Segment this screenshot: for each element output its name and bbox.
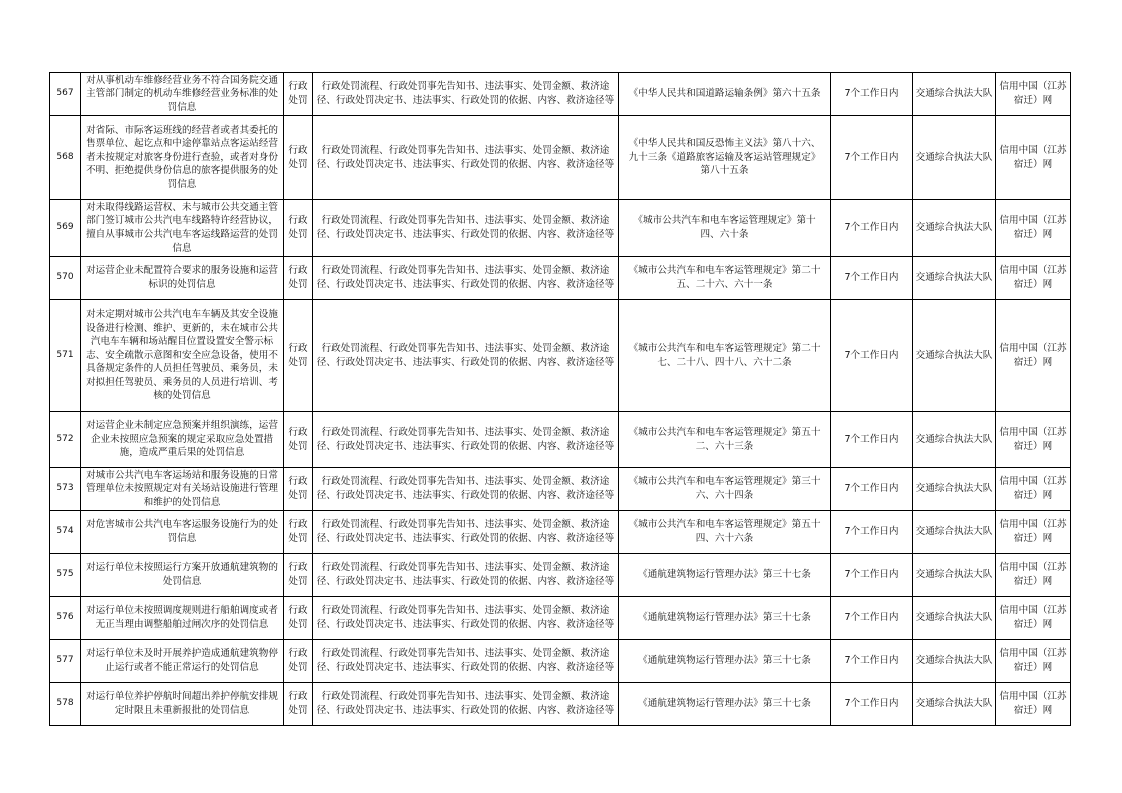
disclosure-item-cell: 对运行单位未按照运行方案开放通航建筑物的处罚信息 [81, 554, 284, 597]
item-type-cell: 行政处罚 [284, 73, 313, 116]
item-type-cell: 行政处罚 [284, 300, 313, 412]
disclosure-channel-cell: 信用中国（江苏宿迁）网 [996, 640, 1071, 683]
disclosure-deadline-cell: 7个工作日内 [831, 257, 913, 300]
disclosure-content-cell: 行政处罚流程、行政处罚事先告知书、违法事实、处罚金额、救济途径、行政处罚决定书、违法事实、行政处罚的依据、内容、救济途径等 [313, 511, 619, 554]
row-number-cell: 567 [50, 73, 81, 116]
disclosure-channel-cell: 信用中国（江苏宿迁）网 [996, 554, 1071, 597]
disclosure-deadline-cell: 7个工作日内 [831, 554, 913, 597]
item-type-cell: 行政处罚 [284, 683, 313, 726]
disclosure-content-cell: 行政处罚流程、行政处罚事先告知书、违法事实、处罚金额、救济途径、行政处罚决定书、违法事实、行政处罚的依据、内容、救济途径等 [313, 116, 619, 200]
disclosure-channel-cell: 信用中国（江苏宿迁）网 [996, 597, 1071, 640]
row-number-cell: 576 [50, 597, 81, 640]
responsible-department-cell: 交通综合执法大队 [913, 683, 996, 726]
legal-basis-cell: 《通航建筑物运行管理办法》第三十七条 [619, 554, 831, 597]
disclosure-channel-cell: 信用中国（江苏宿迁）网 [996, 511, 1071, 554]
disclosure-channel-cell: 信用中国（江苏宿迁）网 [996, 300, 1071, 412]
disclosure-deadline-cell: 7个工作日内 [831, 683, 913, 726]
row-number-cell: 575 [50, 554, 81, 597]
responsible-department-cell: 交通综合执法大队 [913, 468, 996, 511]
disclosure-channel-cell: 信用中国（江苏宿迁）网 [996, 116, 1071, 200]
disclosure-content-cell: 行政处罚流程、行政处罚事先告知书、违法事实、处罚金额、救济途径、行政处罚决定书、违法事实、行政处罚的依据、内容、救济途径等 [313, 412, 619, 468]
row-number-cell: 572 [50, 412, 81, 468]
table-row [50, 683, 1071, 726]
disclosure-content-cell: 行政处罚流程、行政处罚事先告知书、违法事实、处罚金额、救济途径、行政处罚决定书、违法事实、行政处罚的依据、内容、救济途径等 [313, 683, 619, 726]
disclosure-content-cell: 行政处罚流程、行政处罚事先告知书、违法事实、处罚金额、救济途径、行政处罚决定书、违法事实、行政处罚的依据、内容、救济途径等 [313, 468, 619, 511]
table-row [50, 73, 1071, 116]
disclosure-item-cell: 对省际、市际客运班线的经营者或者其委托的售票单位、起讫点和中途停靠站点客运站经营者未按规定对旅客身份进行查验，或者对身份不明、拒绝提供身份信息的旅客提供服务的处罚信息 [81, 116, 284, 200]
legal-basis-cell: 《中华人民共和国反恐怖主义法》第八十六、九十三条《道路旅客运输及客运站管理规定》第八十五条 [619, 116, 831, 200]
item-type-cell: 行政处罚 [284, 554, 313, 597]
table-row [50, 597, 1071, 640]
disclosure-content-cell: 行政处罚流程、行政处罚事先告知书、违法事实、处罚金额、救济途径、行政处罚决定书、违法事实、行政处罚的依据、内容、救济途径等 [313, 200, 619, 257]
responsible-department-cell: 交通综合执法大队 [913, 200, 996, 257]
legal-basis-cell: 《通航建筑物运行管理办法》第三十七条 [619, 683, 831, 726]
disclosure-deadline-cell: 7个工作日内 [831, 300, 913, 412]
disclosure-deadline-cell: 7个工作日内 [831, 116, 913, 200]
row-number-cell: 573 [50, 468, 81, 511]
disclosure-channel-cell: 信用中国（江苏宿迁）网 [996, 412, 1071, 468]
responsible-department-cell: 交通综合执法大队 [913, 597, 996, 640]
disclosure-deadline-cell: 7个工作日内 [831, 73, 913, 116]
row-number-cell: 571 [50, 300, 81, 412]
responsible-department-cell: 交通综合执法大队 [913, 257, 996, 300]
disclosure-content-cell: 行政处罚流程、行政处罚事先告知书、违法事实、处罚金额、救济途径、行政处罚决定书、违法事实、行政处罚的依据、内容、救济途径等 [313, 257, 619, 300]
legal-basis-cell: 《城市公共汽车和电车客运管理规定》第二十七、二十八、四十八、六十二条 [619, 300, 831, 412]
disclosure-deadline-cell: 7个工作日内 [831, 511, 913, 554]
disclosure-deadline-cell: 7个工作日内 [831, 200, 913, 257]
row-number-cell: 568 [50, 116, 81, 200]
row-number-cell: 574 [50, 511, 81, 554]
responsible-department-cell: 交通综合执法大队 [913, 73, 996, 116]
table-row [50, 468, 1071, 511]
disclosure-channel-cell: 信用中国（江苏宿迁）网 [996, 468, 1071, 511]
disclosure-content-cell: 行政处罚流程、行政处罚事先告知书、违法事实、处罚金额、救济途径、行政处罚决定书、违法事实、行政处罚的依据、内容、救济途径等 [313, 300, 619, 412]
row-number-cell: 570 [50, 257, 81, 300]
table-row [50, 116, 1071, 200]
disclosure-item-cell: 对运行单位未及时开展养护造成通航建筑物停止运行或者不能正常运行的处罚信息 [81, 640, 284, 683]
legal-basis-cell: 《中华人民共和国道路运输条例》第六十五条 [619, 73, 831, 116]
disclosure-item-cell: 对运行单位养护停航时间超出养护停航安排规定时限且未重新报批的处罚信息 [81, 683, 284, 726]
item-type-cell: 行政处罚 [284, 200, 313, 257]
legal-basis-cell: 《通航建筑物运行管理办法》第三十七条 [619, 597, 831, 640]
responsible-department-cell: 交通综合执法大队 [913, 640, 996, 683]
legal-basis-cell: 《城市公共汽车和电车客运管理规定》第二十五、二十六、六十一条 [619, 257, 831, 300]
row-number-cell: 578 [50, 683, 81, 726]
disclosure-channel-cell: 信用中国（江苏宿迁）网 [996, 683, 1071, 726]
disclosure-item-cell: 对未定期对城市公共汽电车车辆及其安全设施设备进行检测、维护、更新的，未在城市公共汽电车车辆和场站醒目位置设置安全警示标志、安全疏散示意图和安全应急设备，使用不具备规定条件的人员担任驾驶员、乘务员，未对拟担任驾驶员、乘务员的人员进行培训、考核的处罚信息 [81, 300, 284, 412]
table-row [50, 412, 1071, 468]
responsible-department-cell: 交通综合执法大队 [913, 412, 996, 468]
disclosure-item-cell: 对运营企业未配置符合要求的服务设施和运营标识的处罚信息 [81, 257, 284, 300]
disclosure-content-cell: 行政处罚流程、行政处罚事先告知书、违法事实、处罚金额、救济途径、行政处罚决定书、违法事实、行政处罚的依据、内容、救济途径等 [313, 554, 619, 597]
disclosure-item-cell: 对危害城市公共汽电车客运服务设施行为的处罚信息 [81, 511, 284, 554]
item-type-cell: 行政处罚 [284, 412, 313, 468]
disclosure-content-cell: 行政处罚流程、行政处罚事先告知书、违法事实、处罚金额、救济途径、行政处罚决定书、违法事实、行政处罚的依据、内容、救济途径等 [313, 73, 619, 116]
disclosure-item-cell: 对运行单位未按照调度规则进行船舶调度或者无正当理由调整船舶过闸次序的处罚信息 [81, 597, 284, 640]
disclosure-deadline-cell: 7个工作日内 [831, 640, 913, 683]
disclosure-deadline-cell: 7个工作日内 [831, 468, 913, 511]
disclosure-item-cell: 对从事机动车维修经营业务不符合国务院交通主管部门制定的机动车维修经营业务标准的处罚信息 [81, 73, 284, 116]
item-type-cell: 行政处罚 [284, 597, 313, 640]
disclosure-content-cell: 行政处罚流程、行政处罚事先告知书、违法事实、处罚金额、救济途径、行政处罚决定书、违法事实、行政处罚的依据、内容、救济途径等 [313, 597, 619, 640]
legal-basis-cell: 《通航建筑物运行管理办法》第三十七条 [619, 640, 831, 683]
item-type-cell: 行政处罚 [284, 640, 313, 683]
disclosure-deadline-cell: 7个工作日内 [831, 597, 913, 640]
item-type-cell: 行政处罚 [284, 511, 313, 554]
table-row [50, 640, 1071, 683]
row-number-cell: 577 [50, 640, 81, 683]
disclosure-item-cell: 对城市公共汽电车客运场站和服务设施的日常管理单位未按照规定对有关场站设施进行管理和维护的处罚信息 [81, 468, 284, 511]
responsible-department-cell: 交通综合执法大队 [913, 554, 996, 597]
disclosure-content-cell: 行政处罚流程、行政处罚事先告知书、违法事实、处罚金额、救济途径、行政处罚决定书、违法事实、行政处罚的依据、内容、救济途径等 [313, 640, 619, 683]
disclosure-channel-cell: 信用中国（江苏宿迁）网 [996, 257, 1071, 300]
disclosure-deadline-cell: 7个工作日内 [831, 412, 913, 468]
disclosure-channel-cell: 信用中国（江苏宿迁）网 [996, 73, 1071, 116]
table-row [50, 257, 1071, 300]
disclosure-item-cell: 对未取得线路运营权、未与城市公共交通主管部门签订城市公共汽电车线路特许经营协议，擅自从事城市公共汽电车客运线路运营的处罚信息 [81, 200, 284, 257]
row-number-cell: 569 [50, 200, 81, 257]
item-type-cell: 行政处罚 [284, 257, 313, 300]
responsible-department-cell: 交通综合执法大队 [913, 511, 996, 554]
item-type-cell: 行政处罚 [284, 468, 313, 511]
table-row [50, 511, 1071, 554]
disclosure-channel-cell: 信用中国（江苏宿迁）网 [996, 200, 1071, 257]
responsible-department-cell: 交通综合执法大队 [913, 300, 996, 412]
responsible-department-cell: 交通综合执法大队 [913, 116, 996, 200]
penalty-disclosure-table [49, 72, 1071, 726]
table-row [50, 554, 1071, 597]
legal-basis-cell: 《城市公共汽车和电车客运管理规定》第十四、六十条 [619, 200, 831, 257]
table-row [50, 200, 1071, 257]
legal-basis-cell: 《城市公共汽车和电车客运管理规定》第三十六、六十四条 [619, 468, 831, 511]
table-body [50, 73, 1071, 726]
legal-basis-cell: 《城市公共汽车和电车客运管理规定》第五十四、六十六条 [619, 511, 831, 554]
legal-basis-cell: 《城市公共汽车和电车客运管理规定》第五十二、六十三条 [619, 412, 831, 468]
table-row [50, 300, 1071, 412]
item-type-cell: 行政处罚 [284, 116, 313, 200]
disclosure-item-cell: 对运营企业未制定应急预案并组织演练，运营企业未按照应急预案的规定采取应急处置措施，造成严重后果的处罚信息 [81, 412, 284, 468]
